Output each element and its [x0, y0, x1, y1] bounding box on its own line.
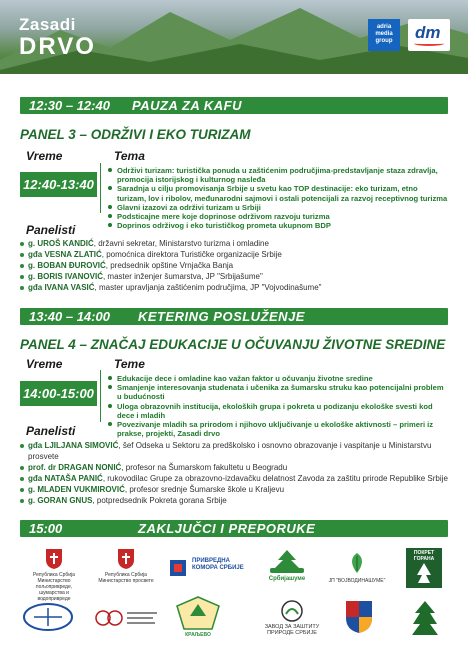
panelist-name: g. UROŠ KANDIĆ: [28, 239, 94, 248]
panelist-item: [20, 238, 450, 249]
school-emblem-icon: [22, 602, 74, 632]
closing-label: ZAKLJUČCI I PREPORUKE: [138, 521, 316, 536]
logo-vojvodinasume: [326, 552, 388, 588]
logo-coat-of-arms-city: [344, 600, 374, 636]
topic-item: Glavni izazovi za održivi turizam u Srbiji: [108, 203, 448, 212]
logo-school-emblem: [20, 602, 76, 634]
dm-arc-icon: [414, 41, 444, 46]
topic-item: Podsticajne mere koje doprinose održivom razvoju turizma: [108, 212, 448, 221]
kraljevo-school-icon: [176, 596, 220, 630]
topic-item: Održivi turizam: turistička ponuda u zaštićenim područjima-predstavljanje staza zdravlja, promocija istorijskog i kulturnog nasleđa: [108, 166, 448, 184]
panelist-item: [20, 249, 450, 260]
panelist-role: , potpredsednik Pokreta gorana Srbije: [92, 496, 227, 505]
panel3-panelists-heading: Panelisti: [26, 223, 76, 237]
panel3-time-heading: Vreme: [26, 149, 63, 163]
pine-tree-icon: [416, 563, 432, 585]
logo-srbijasume-caption: Србијашуме: [268, 576, 306, 582]
panelist-role: , rukovodilac Grupe za obrazovno-izdavačku delatnost Zavoda za zaštitu prirode Republike Srbije: [102, 474, 448, 483]
adria-media-logo: adria media group: [368, 19, 400, 51]
logo-ministry-education: [96, 548, 156, 592]
topic-item: Doprinos održivog i eko turističkog prometa ukupnom BDP: [108, 221, 448, 230]
break-catering-time: 13:40 – 14:00: [29, 309, 110, 324]
break-catering-label: KETERING POSLUŽENJE: [138, 309, 305, 324]
panel4-time-box: 14:00-15:00: [20, 381, 97, 406]
panelist-name: gđa NATAŠA PANIĆ: [28, 474, 103, 483]
logo-kraljevo-school: [176, 596, 220, 640]
panelist-role: , master inženjer šumarstva, JP "Srbijašume": [102, 272, 263, 281]
logo-zavod-zastita-prirode: [260, 600, 324, 640]
panelist-role: , profesor srednje Šumarske škole u Kraljevu: [124, 485, 285, 494]
nature-protection-icon: [281, 600, 303, 622]
logo-zavod-caption: ЗАВОД ЗА ЗАШТИТУ ПРИРОДЕ СРБИЈЕ: [264, 624, 320, 636]
logo-ministry-agriculture-caption: Република Србија Министарство пољопривреде, шумарства и водопривреде: [33, 572, 75, 602]
logo-srbijasume: [260, 548, 314, 592]
leaf-icon: [346, 552, 368, 574]
topic-item: Uloga obrazovnih institucija, ekoloških grupa i pokreta u podizanju ekološke svesti kod dece i mladih: [108, 402, 448, 420]
chamber-emblem-icon: [168, 558, 188, 578]
panelist-role: , profesor na Šumarskom fakultetu u Beogradu: [121, 463, 288, 472]
header-banner: [0, 0, 468, 82]
panelist-name: gđa LJILJANA SIMOVIĆ: [28, 441, 119, 450]
logo-chamber-caption: ПРИВРЕДНА КОМОРА СРБИЈЕ: [192, 558, 244, 571]
serbia-coat-of-arms-icon: [45, 548, 63, 570]
panelist-item: [20, 282, 450, 293]
panelist-item: [20, 473, 450, 484]
panel3-topic-heading: Tema: [114, 149, 145, 163]
logo-chamber-of-commerce: [166, 552, 248, 588]
break-coffee-bar: [20, 97, 448, 114]
logo-pokret-gorana: [406, 548, 442, 588]
panelist-name: gđa VESNA ZLATIĆ: [28, 250, 102, 259]
dm-logo-text: dm: [415, 23, 441, 42]
logo-vojvodinasume-caption: ЈП "ВОЈВОДИНАШУМЕ": [328, 578, 386, 584]
logo-kraljevo-caption: КРАЉЕВО: [185, 632, 211, 638]
logo-drvo-text: DRVO: [19, 33, 96, 60]
break-coffee-label: PAUZA ZA KAFU: [132, 98, 243, 113]
topic-item: Edukacije dece i omladine kao važan faktor u očuvanju životne sredine: [108, 374, 448, 383]
logo-ministry-education-caption: Република Србија Министарство просвете: [98, 572, 154, 584]
panelist-role: , pomoćnica direktora Turističke organizacije Srbije: [101, 250, 282, 259]
closing-bar: [20, 520, 448, 537]
topic-item: Saradnja u cilju promovisanja Srbije u svetu kao TOP destinacije: eko turizam, etno turizam, lov i ribolov, međunarodni sajmovi i ostali potencijali za razvoj receptivnog turizma: [108, 184, 448, 202]
panelist-name: g. BORIS IVANOVIĆ: [28, 272, 103, 281]
break-coffee-time: 12:30 – 12:40: [29, 98, 110, 113]
logo-faculty-anniversary: [94, 606, 160, 632]
panel4-panelists-heading: Panelisti: [26, 424, 76, 438]
panel3-topics: [108, 166, 448, 230]
panelist-item: [20, 440, 450, 462]
panel4-time-heading: Vreme: [26, 357, 63, 371]
logo-ministry-agriculture: [24, 548, 84, 602]
dm-logo: [408, 19, 450, 51]
panel3-time-box: 12:40-13:40: [20, 172, 97, 197]
panel3-panelists: [20, 238, 450, 293]
topic-item: Povezivanje mladih sa prirodom i njihovo uključivanje u ekološke aktivnosti – primeri iz prakse, projekti, Zasadi drvo: [108, 420, 448, 438]
logo-pine-tree: [410, 600, 440, 638]
panel4-topics: [108, 374, 448, 438]
panelist-role: , predsednik opštine Vrnjačka Banja: [105, 261, 234, 270]
panelist-name: prof. dr DRAGAN NONIĆ: [28, 463, 122, 472]
logo-pokret-gorana-caption: ПОКРЕТ ГОРАНА: [413, 550, 435, 562]
partner-logos: [14, 548, 454, 643]
panelist-name: gđa IVANA VASIĆ: [28, 283, 95, 292]
panel4-panelists: [20, 440, 450, 506]
panel3-divider: [100, 163, 101, 213]
city-coat-of-arms-icon: [345, 600, 373, 634]
panel4-title: PANEL 4 – ZNAČAJ EDUKACIJE U OČUVANJU ŽIVOTNE SREDINE: [20, 337, 446, 352]
panelist-item: [20, 484, 450, 495]
faculty-anniversary-icon: [95, 606, 159, 630]
panelist-role: , master upravljanja zaštićenim područjima, JP "Vojvodinašume": [94, 283, 322, 292]
panelist-item: [20, 495, 450, 506]
panelist-item: [20, 260, 450, 271]
panelist-item: [20, 271, 450, 282]
logo-zasadi-text: Zasadi: [19, 15, 76, 34]
closing-time: 15:00: [29, 521, 63, 536]
panelist-role: , šef Odseka u Sektoru za predškolsko i osnovno obrazovanje i vaspitanje u Ministarstvu prosvete: [28, 441, 432, 461]
break-catering-bar: [20, 308, 448, 325]
panel3-title: PANEL 3 – ODRŽIVI I EKO TURIZAM: [20, 127, 251, 142]
panel4-divider: [100, 370, 101, 422]
topic-item: Smanjenje interesovanja studenata i učenika za šumarsku struku kao potencijalni problem u budućnosti: [108, 383, 448, 401]
serbia-coat-of-arms-icon: [117, 548, 135, 570]
pine-tree-icon: [411, 600, 439, 638]
panelist-role: , državni sekretar, Ministarstvo turizma i omladine: [93, 239, 269, 248]
tree-icon: [268, 548, 306, 574]
panelist-name: g. BOBAN ĐUROVIĆ: [28, 261, 106, 270]
panelist-name: g. MLADEN VUKMIROVIĆ: [28, 485, 125, 494]
panelist-name: g. GORAN GNUS: [28, 496, 93, 505]
panel4-topic-heading: Teme: [114, 357, 145, 371]
panelist-item: [20, 462, 450, 473]
